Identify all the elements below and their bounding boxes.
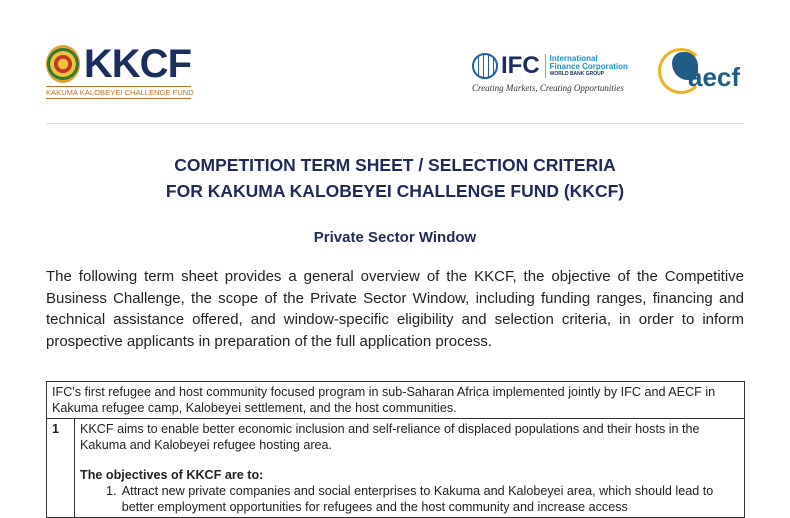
table-header-row [47, 382, 745, 419]
ifc-tagline: Creating Markets, Creating Opportunities [472, 83, 624, 93]
ifc-name-2: Finance Corporation [549, 62, 628, 71]
ifc-logo [472, 52, 628, 93]
table-row [47, 419, 745, 518]
title-line-1: COMPETITION TERM SHEET / SELECTION CRITERIA [174, 155, 616, 175]
kkcf-logo-word: KKCF [83, 42, 191, 86]
kkcf-logo-subtitle: KAKUMA KALOBEYEI CHALLENGE FUND [46, 88, 194, 97]
list-item-text: Attract new private companies and social enterprises to Kakuma and Kalobeyei area, which should lead to better employment opportunities for refugees and the host community and increase access [121, 484, 714, 514]
objectives-heading: The objectives of KKCF are to: [80, 468, 264, 482]
ifc-logo-word: IFC [501, 52, 540, 79]
term-sheet-table [46, 381, 745, 518]
ifc-name-1: International [549, 54, 598, 63]
page-title [0, 152, 790, 204]
ifc-group: WORLD BANK GROUP [549, 71, 605, 77]
section-subtitle: Private Sector Window [313, 229, 477, 246]
title-line-2: FOR KAKUMA KALOBEYEI CHALLENGE FUND (KKCF) [165, 181, 625, 201]
table-header-cell: IFC's first refugee and host community focused program in sub-Saharan Africa implemented jointly by IFC and AECF in Kakuma refugee camp, Kalobeyei settlement, and the host communities. [47, 382, 745, 419]
kkcf-seal-icon [46, 45, 80, 83]
intro-paragraph: The following term sheet provides a general overview of the KKCF, the objective of the Competitive Business Challenge, the scope of the Private Sector Window, including funding ranges, financing and technical assistance offered, and window-specific eligibility and selection criteria, in order to inform prospective applicants in preparation of the full application process. [46, 268, 744, 350]
divider [46, 123, 744, 124]
aecf-logo [658, 48, 743, 94]
row-text: KKCF aims to enable better economic inclusion and self-reliance of displaced populations and their hosts in the Kakuma and Kalobeyei refugee hosting area. [80, 422, 700, 452]
kkcf-logo [46, 42, 194, 99]
list-item-number: 1. [106, 484, 117, 498]
globe-icon [472, 53, 498, 79]
row-number: 1 [47, 419, 75, 518]
aecf-logo-word: aecf [688, 62, 741, 92]
row-content [75, 419, 745, 518]
list-item [106, 483, 739, 515]
